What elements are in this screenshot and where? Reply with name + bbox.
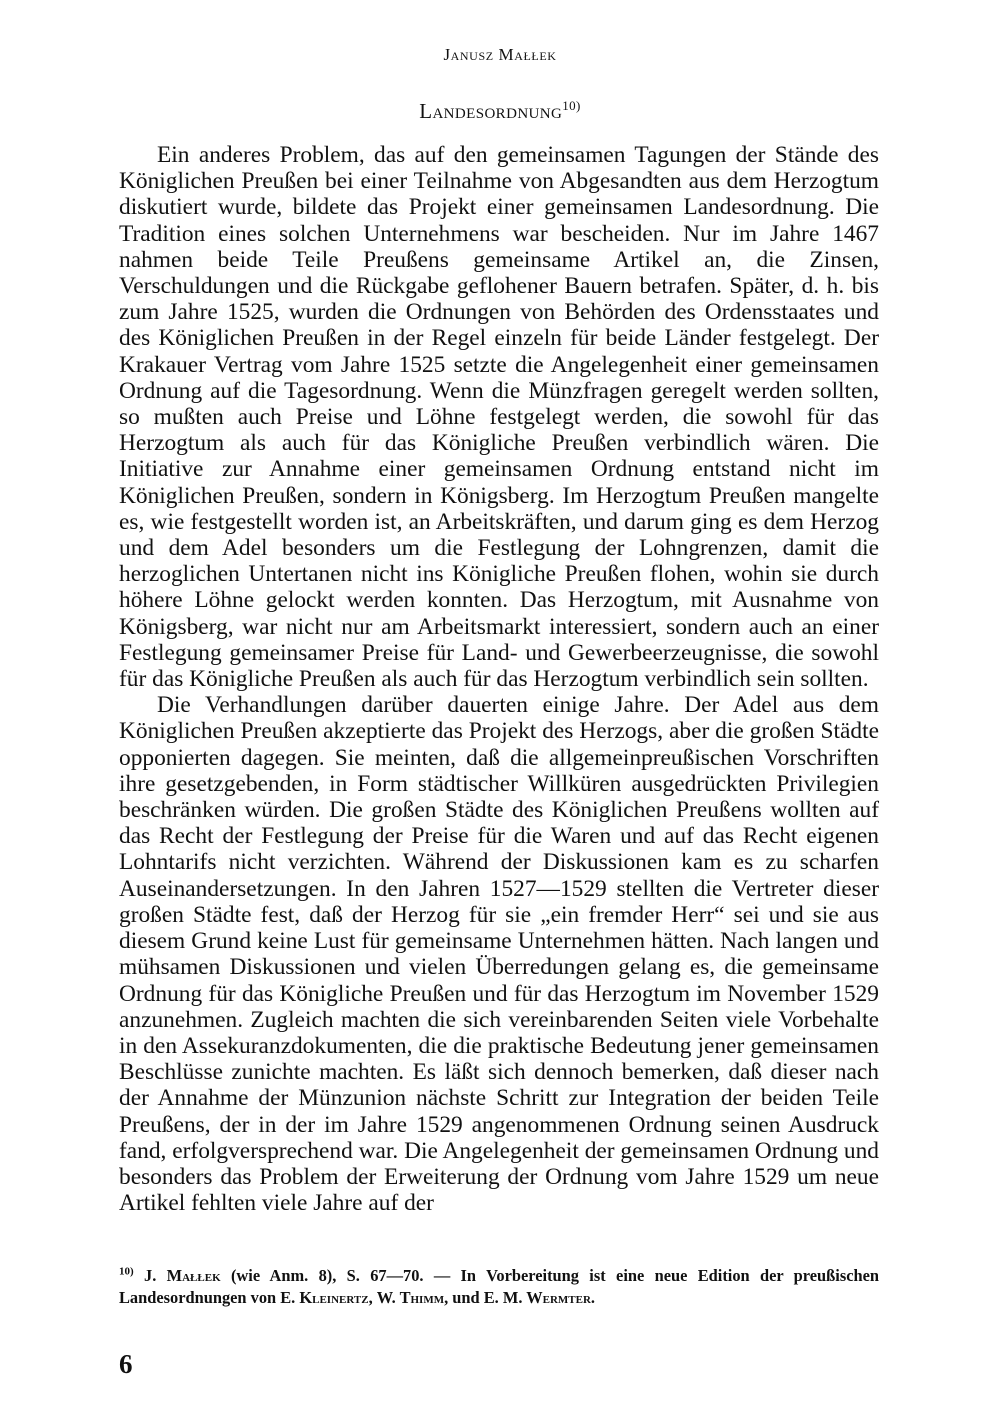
footnote-editor: E. M. Wermter bbox=[483, 1288, 591, 1307]
footnote-separator: , und bbox=[444, 1288, 484, 1307]
footnote-editor: W. Thimm bbox=[376, 1288, 445, 1307]
footnote-editor: E. Kleinertz bbox=[280, 1288, 369, 1307]
footnote-author: J. Małłek bbox=[144, 1266, 221, 1285]
paragraph: Ein anderes Problem, das auf den gemeinsamen Tagungen der Stände des Königlichen Preußen bei einer Teilnahme von Abgesandten aus dem Herzogtum diskutiert wurde, bildete das Projekt einer gemeinsamen Landesordnung. Die Tradition eines solchen Unternehmens war bescheiden. Nur im Jahre 1467 nahmen beide Teile Preußens gemeinsame Artikel an, die Zinsen, Verschuldungen und die Rückgabe geflohener Bauern betrafen. Später, d. h. bis zum Jahre 1525, wurden die Ordnungen von Behörden des Ordensstaates und des Königlichen Preußen in der Regel einzeln für beide Länder festgelegt. Der Krakauer Vertrag vom Jahre 1525 setzte die Angelegenheit einer gemeinsamen Ordnung auf die Tagesordnung. Wenn die Münzfragen geregelt werden sollten, so mußten auch Preise und Löhne festgelegt werden, die sowohl für das Herzogtum als auch für das Königliche Preußen verbindlich wären. Die Initiative zur Annahme einer gemeinsamen Ordnung entstand nicht im Königlichen Preußen, sondern in Königsberg. Im Herzogtum Preußen mangelte es, wie festgestellt worden ist, an Arbeitskräften, und darum ging es dem Herzog und dem Adel besonders um die Festlegung der Lohngrenzen, damit die herzoglichen Untertanen nicht ins Königliche Preußen flohen, wohin sie durch höhere Löhne gelockt werden konnten. Das Herzogtum, mit Ausnahme von Königsberg, war nicht nur am Arbeitsmarkt interessiert, sondern auch an einer Festlegung gemeinsamer Preise für Land- und Gewerbeerzeugnisse, die sowohl für das Königliche Preußen als auch für das Herzogtum verbindlich sein sollten. bbox=[119, 142, 879, 693]
page-number: 6 bbox=[119, 1349, 133, 1379]
section-title: Landesordnung bbox=[419, 99, 563, 123]
footnote-reference: 10) bbox=[562, 98, 581, 113]
paragraph: Die Verhandlungen darüber dauerten einige Jahre. Der Adel aus dem Königlichen Preußen akzeptierte das Projekt des Herzogs, aber die großen Städte opponierten dagegen. Sie meinten, daß die allgemeinpreußischen Vorschriften ihre gesetzgebenden, in Form städtischer Willküren ausgedrückten Privilegien beschränken würden. Die großen Städte des Königlichen Preußens wollten auf das Recht der Festlegung der Preise für die Waren und auf das Recht eigenen Lohntarifs nicht verzichten. Während der Diskussionen kam es zu scharfen Auseinandersetzungen. In den Jahren 1527—1529 stellten die Vertreter dieser großen Städte fest, daß der Herzog für sie „ein fremder Herr“ sei und sie aus diesem Grund keine Lust für gemeinsame Unternehmen hätten. Nach langen und mühsamen Diskussionen und vielen Überredungen gelang es, die gemeinsame Ordnung für das Königliche Preußen und für das Herzogtum im November 1529 anzunehmen. Zugleich machten die sich vereinbarenden Seiten viele Vorbehalte in den Assekuranzdokumenten, die die praktische Bedeutung jener gemeinsamen Beschlüsse zunichte machten. Es läßt sich dennoch bemerken, daß dieser nach der Annahme der Münzunion nächste Schritt zur Integration der beiden Teile Preußens, der in der im Jahre 1529 angenommenen Ordnung seinen Ausdruck fand, erfolgversprechend war. Die Angelegenheit der gemeinsamen Ordnung und besonders das Problem der Erweiterung der Ordnung vom Jahre 1529 um neue Artikel fehlten viele Jahre auf der bbox=[119, 692, 879, 1217]
footnote-end: . bbox=[590, 1288, 596, 1307]
footnote-citation: (wie Anm. 8), S. 67—70. — In Vorbereitung ist eine neue Edition der preußischen Landesordnungen von bbox=[119, 1266, 880, 1307]
footnote-mark: 10) bbox=[119, 1265, 134, 1278]
body-text bbox=[119, 142, 879, 1216]
section-heading bbox=[0, 99, 1000, 124]
running-head: Janusz Małłek bbox=[443, 45, 557, 64]
footnote bbox=[119, 1265, 879, 1309]
footnote-separator: , bbox=[368, 1288, 377, 1307]
